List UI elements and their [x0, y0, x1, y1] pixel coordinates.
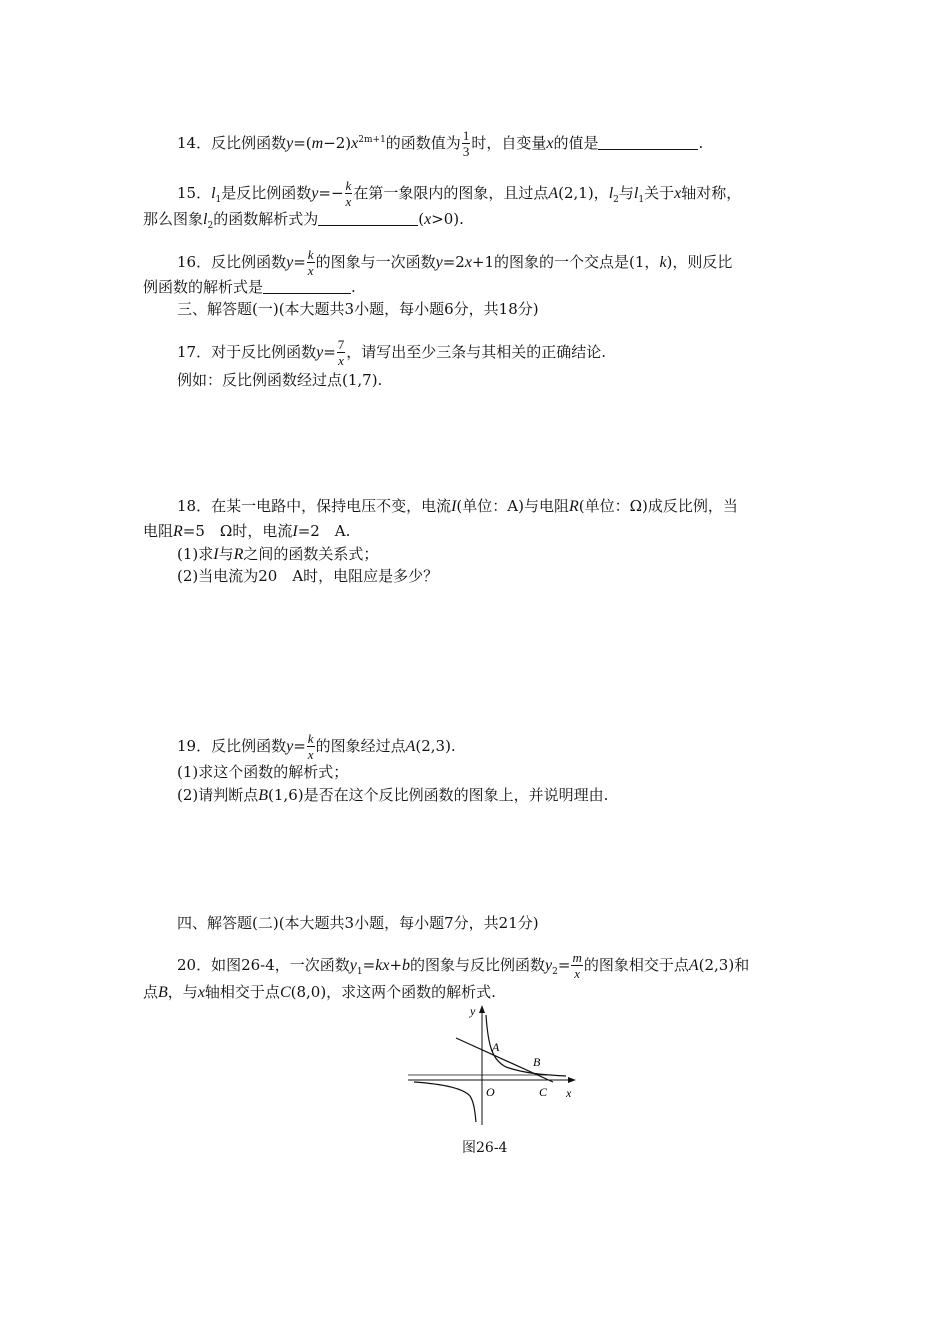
q19-text-a: 19．反比例函数: [177, 737, 287, 755]
var-R: R: [173, 523, 183, 540]
var-x: x: [382, 957, 390, 974]
y-axis-arrow: [479, 1005, 485, 1013]
q16-line2-b: .: [351, 278, 356, 296]
figure-26-4: [408, 1000, 583, 1130]
var-y: y: [286, 254, 294, 271]
q16-text-c: 的图象与一次函数: [315, 253, 436, 271]
q18-part2: (2)当电流为20 A时，电阻应是多少？: [177, 567, 439, 585]
q14-frac-den: 3: [462, 144, 470, 159]
q14-line: [177, 128, 703, 160]
var-y: y: [316, 344, 324, 361]
q16-fraction: [307, 247, 315, 279]
q18-text-a: 18．在某一电路中，保持电压不变，电流: [177, 497, 452, 515]
q20-text-e: =: [557, 956, 571, 974]
var-x: x: [674, 185, 682, 202]
q15-answer-blank[interactable]: [318, 225, 418, 226]
q14-text-b: =(: [293, 134, 312, 152]
var-y: y: [311, 185, 319, 202]
q14-frac-num: 1: [462, 128, 470, 143]
var-I: I: [451, 498, 457, 515]
q19-frac-den: x: [307, 747, 314, 762]
sub-2: 2: [613, 195, 619, 205]
q20-text-g: (2,3)和: [698, 956, 750, 974]
q18-text-b: (单位：A)与电阻: [456, 497, 569, 515]
q18-line1: [177, 496, 738, 517]
q16-text-f: )，则反比: [666, 253, 733, 271]
q14-text-f: 的值是: [553, 134, 599, 152]
q14-answer-blank[interactable]: [598, 149, 698, 150]
q19-text-c: 的图象经过点: [315, 737, 406, 755]
q18-p1-a: (1)求: [177, 545, 214, 563]
var-l: l: [211, 185, 216, 202]
var-b: b: [402, 957, 411, 974]
sub-1: 1: [638, 195, 645, 205]
q20-line2-b: ，与: [167, 983, 198, 1001]
var-l: l: [633, 185, 639, 202]
q17-example: 例如：反比例函数经过点(1,7).: [177, 371, 383, 389]
q15-text-e: (2,1)，: [558, 184, 609, 202]
sub-1: 1: [356, 967, 363, 977]
var-y: y: [435, 254, 443, 271]
var-l: l: [608, 185, 614, 202]
q17-text-b: =: [323, 343, 336, 361]
label-C: C: [539, 1085, 548, 1099]
q19-text-b: =: [293, 737, 306, 755]
q16-line1: [177, 247, 732, 279]
q16-frac-den: x: [307, 263, 314, 278]
q19-p2-a: (2)请判断点: [177, 786, 259, 804]
q20-text-d: 的图象与反比例函数: [410, 956, 546, 974]
q20-frac-num: m: [572, 950, 582, 965]
q16-frac-num: k: [307, 247, 314, 262]
q19-part2: [177, 785, 608, 806]
var-x: x: [351, 135, 359, 152]
q15-line1: [177, 178, 741, 210]
q17-frac-den: x: [338, 353, 344, 368]
q15-text-c: =−: [318, 184, 344, 202]
label-x: x: [566, 1086, 572, 1100]
q19-p2-b: (1,6)是否在这个反比例函数的图象上，并说明理由.: [268, 786, 609, 804]
q20-text-a: 20．如图26-4，一次函数: [177, 956, 350, 974]
q15-fraction: [345, 178, 353, 210]
hyperbola-branch-q3: [414, 1082, 476, 1122]
q17-frac-num: 7: [337, 337, 345, 352]
var-A: A: [688, 957, 699, 974]
q20-line2-a: 点: [143, 983, 159, 1001]
q16-text-d: =2: [442, 253, 465, 271]
q20-text-b: =: [362, 956, 376, 974]
q15-text-g: 关于: [644, 184, 675, 202]
q14-fraction: [462, 128, 471, 160]
q15-text-b: 是反比例函数: [221, 184, 312, 202]
q16-answer-blank[interactable]: [263, 293, 351, 294]
q20-frac-den: x: [574, 966, 581, 981]
var-B: B: [158, 984, 168, 1001]
var-y: y: [349, 957, 357, 974]
q15-line2: [143, 209, 464, 230]
var-I: I: [213, 546, 219, 563]
label-O: O: [486, 1085, 495, 1099]
q16-text-e: +1的图象的一个交点是(1，: [471, 253, 660, 271]
q14-text-d: 的函数值为: [385, 134, 461, 152]
q15-text-f: 与: [618, 184, 634, 202]
q15-line2-b: 的函数解析式为: [213, 210, 319, 228]
var-y: y: [286, 738, 294, 755]
label-A: A: [492, 1040, 500, 1054]
var-C: C: [279, 984, 291, 1001]
sub-1: 1: [215, 195, 222, 205]
figure-caption: 图26-4: [462, 1140, 508, 1156]
q14-text-c: −2): [323, 134, 352, 152]
q18-line2-b: =5 Ω时，电流: [182, 522, 293, 540]
q15-line2-a: 那么图象: [143, 210, 204, 228]
q18-line2-a: 电阻: [143, 522, 174, 540]
var-B: B: [258, 787, 269, 804]
q19-frac-num: k: [307, 731, 314, 746]
q15-frac-num: k: [345, 178, 352, 193]
q14-text-g: .: [698, 134, 704, 152]
q16-line2: [143, 277, 356, 297]
var-m: m: [311, 135, 324, 152]
q15-line2-d: >0).: [431, 210, 464, 228]
q15-frac-den: x: [345, 194, 352, 209]
q17-line1: [177, 337, 606, 369]
label-B: B: [533, 1055, 541, 1069]
q15-text-h: 轴对称，: [681, 184, 742, 202]
var-y: y: [545, 957, 553, 974]
var-A: A: [548, 185, 559, 202]
sub-2: 2: [552, 967, 558, 977]
q15-line2-c: (: [418, 210, 425, 228]
q19-text-d: (2,3).: [415, 737, 456, 755]
q20-text-c: +: [389, 956, 403, 974]
var-R: R: [233, 546, 244, 563]
q15-text-d: 在第一象限内的图象，且过点: [353, 184, 549, 202]
q14-text-a: 14．反比例函数: [177, 134, 287, 152]
q14-text-e: 时，自变量: [471, 134, 547, 152]
var-R: R: [568, 498, 579, 515]
q16-line2-a: 例函数的解析式是: [143, 278, 264, 296]
q20-fraction: [571, 950, 582, 982]
q20-line1: [177, 950, 749, 982]
var-y: y: [286, 135, 294, 152]
q19-line1: [177, 731, 456, 763]
x-axis-arrow: [568, 1077, 576, 1083]
q17-text-c: ，请写出至少三条与其相关的正确结论.: [346, 343, 607, 361]
var-k: k: [375, 957, 383, 974]
q20-line2-d: (8,0)，求这两个函数的解析式.: [290, 983, 496, 1001]
var-l: l: [203, 211, 208, 228]
q18-line2: [143, 521, 350, 542]
q18-part1: [177, 544, 378, 565]
q20-text-f: 的图象相交于点: [583, 956, 689, 974]
var-k: k: [659, 254, 667, 271]
q14-exponent: 2m+1: [358, 135, 386, 145]
var-x: x: [197, 984, 205, 1001]
sub-2: 2: [207, 221, 214, 231]
q19-part1: (1)求这个函数的解析式；: [177, 763, 349, 781]
var-A: A: [405, 738, 416, 755]
q18-line2-c: =2 A.: [297, 522, 351, 540]
section3-heading: 三、解答题(一)(本大题共3小题，每小题6分，共18分): [177, 300, 539, 318]
var-x: x: [464, 254, 472, 271]
q20-line2-c: 轴相交于点: [204, 983, 280, 1001]
q18-p1-b: 与: [218, 545, 234, 563]
q18-p1-c: 之间的函数关系式；: [243, 545, 379, 563]
q18-text-c: (单位：Ω)成反比例，当: [578, 497, 738, 515]
q16-text-b: =: [293, 253, 306, 271]
q17-text-a: 17．对于反比例函数: [177, 343, 317, 361]
section4-heading: 四、解答题(二)(本大题共3小题，每小题7分，共21分): [177, 914, 539, 932]
q19-fraction: [307, 731, 315, 763]
q16-text-a: 16．反比例函数: [177, 253, 287, 271]
q15-text-a: 15．: [177, 184, 212, 202]
var-x: x: [424, 211, 432, 228]
var-I: I: [292, 523, 298, 540]
q17-fraction: [337, 337, 346, 369]
label-y: y: [470, 1004, 476, 1018]
var-x: x: [546, 135, 554, 152]
